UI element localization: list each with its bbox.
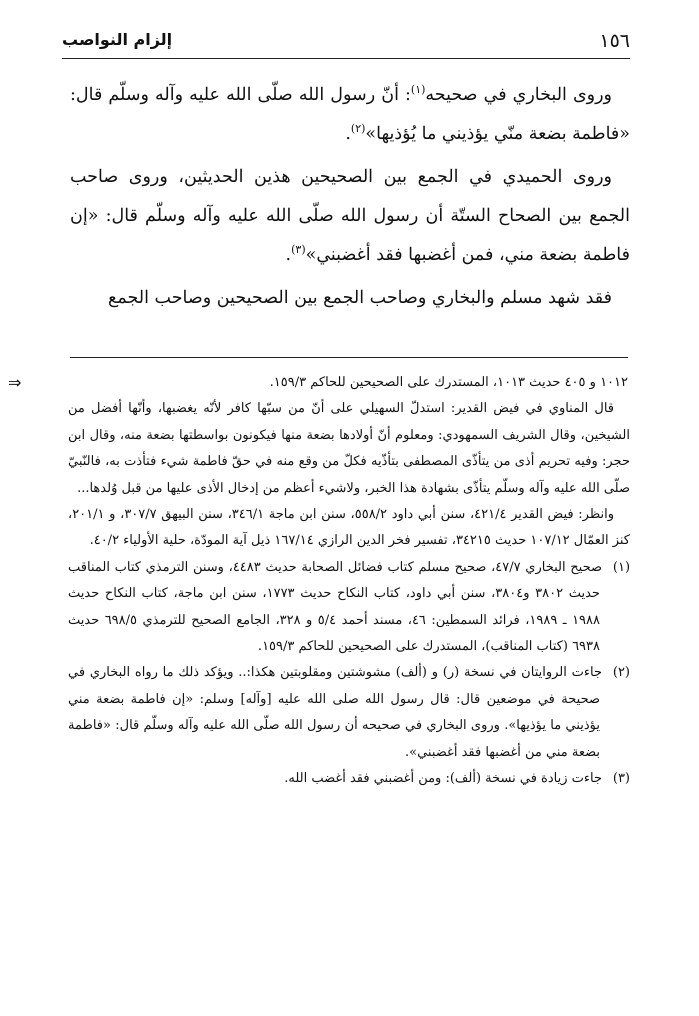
paragraph-text: وروى البخاري في صحيحه [425,85,613,105]
header-dotted-rule [62,58,630,59]
footnote-2 [68,660,630,766]
footnote-see-also: وانظر: فيض القدير ٤٢١/٤، سنن أبي داود ٥٥٨/٢، سنن ابن ماجة ٣٤٦/١، سنن البيهق ٣٠٧/٧، و ٢٠١/١، كنز العمّال ١٠٧/١٢ حديث ٣٤٢١٥، تفسير فخر الدين الرازي ١٦٧/١٤ ذيل آية المودّة، حلية الأولياء ٤٠/٢. [68,507,630,549]
footnote-number: (١) [612,559,631,575]
arrow-right-icon: ⇒ [8,373,22,392]
paragraph-bukhari [70,76,630,154]
footnote-munawi-quote: قال المناوي في فيض القدير: استدلّ السهيلي على أنّ من سبّها كافر لأنّه يغضبها، وأنّها أفضل من الشيخين، وقال الشريف السمهودي: ومعلوم أنّ أولادها بضعة منها فيكونون بواسطتها بضعة منه، وقال ابن حجر: وفيه تحريم أذى من يتأذّى المصطفى بتأذّيه فكلّ من وقع منه في حقّ فاطمة شيء فتأذت به، فالنّبيّ صلّى الله عليه وآله وسلّم يتأذّى بشهادة هذا الخبر، ولاشيء أعظم من إدخال الأذى عليها من قبل وُلدها... [68,401,630,496]
paragraph-humaidi [70,158,630,275]
page-number: ١٥٦ [599,30,630,52]
footnote-3 [68,766,630,792]
running-header [62,30,630,58]
main-text [70,76,630,322]
running-title: إلزام النواصب [62,30,173,49]
paragraph-text: . [285,245,292,265]
footnote-continuation: ١٠١٢ و ٤٠٥ حديث ١٠١٣، المستدرك على الصحيحين للحاكم ١٥٩/٣. [269,375,628,390]
paragraph-text: وروى الحميدي في الجمع بين الصحيحين هذين الحديثين، وروى صاحب الجمع بين الصحاح الستّة أن رسول الله صلّى الله عليه وآله وسلّم قال: «إن فاطمة بضعة مني، فمن أغضبها فقد أغضبني» [70,167,630,265]
footnotes [68,370,630,793]
footnote-number: (٢) [612,665,630,681]
footnote-1 [68,555,630,661]
footnote-ref-1[interactable]: (١) [410,83,426,97]
footnote-ref-2[interactable]: (٢) [350,122,366,136]
paragraph-text: . [345,124,351,144]
paragraph-text: : أنّ رسول الله صلّى الله عليه وآله وسلّم قال: «فاطمة بضعة منّي يؤذيني ما يُؤذيها» [70,85,630,144]
footnote-text: صحيح البخاري ٤٧/٧، صحيح مسلم كتاب فضائل الصحابة حديث ٤٤٨٣، وسنن الترمذي كتاب المناقب حديث ٣٨٠٢ و٣٨٠٤، سنن أبي داود، كتاب النكاح حديث ١٧٧٣، سنن ابن ماجة، كتاب النكاح حديث ١٩٨٨ ـ ١٩٨٩، فرائد السمطين: ٤٦، مسند أحمد ٥/٤ و ٣٢٨، الجامع الصحيح للترمذي ٦٩٨/٥ حديث ٦٩٣٨ (كتاب المناقب)، المستدرك على الصحيحين للحاكم ١٥٩/٣. [68,559,603,655]
footnote-separator [70,357,628,358]
footnote-number: (٣) [612,771,630,787]
footnote-text: جاءت زيادة في نسخة (ألف): ومن أغضبني فقد أغضب الله. [284,771,602,787]
paragraph-conclusion: فقد شهد مسلم والبخاري وصاحب الجمع بين الصحيحين وصاحب الجمع [108,288,612,308]
footnote-ref-3[interactable]: (٣) [291,243,306,257]
footnote-text: جاءت الروايتان في نسخة (ر) و (ألف) مشوشتين ومقلوبتين هكذا:.. ويؤكد ذلك ما رواه البخاري في صحيحة في موضعين قال: قال رسول الله صلى الله عليه [وآله] وسلم: «إن فاطمة بضعة مني يؤذيني ما يؤذيها». وروى البخاري في صحيحه أن رسول الله صلّى الله عليه وآله وسلّم قال: «فاطمة بضعة مني من أغضبها فقد أغضبني». [68,665,602,760]
